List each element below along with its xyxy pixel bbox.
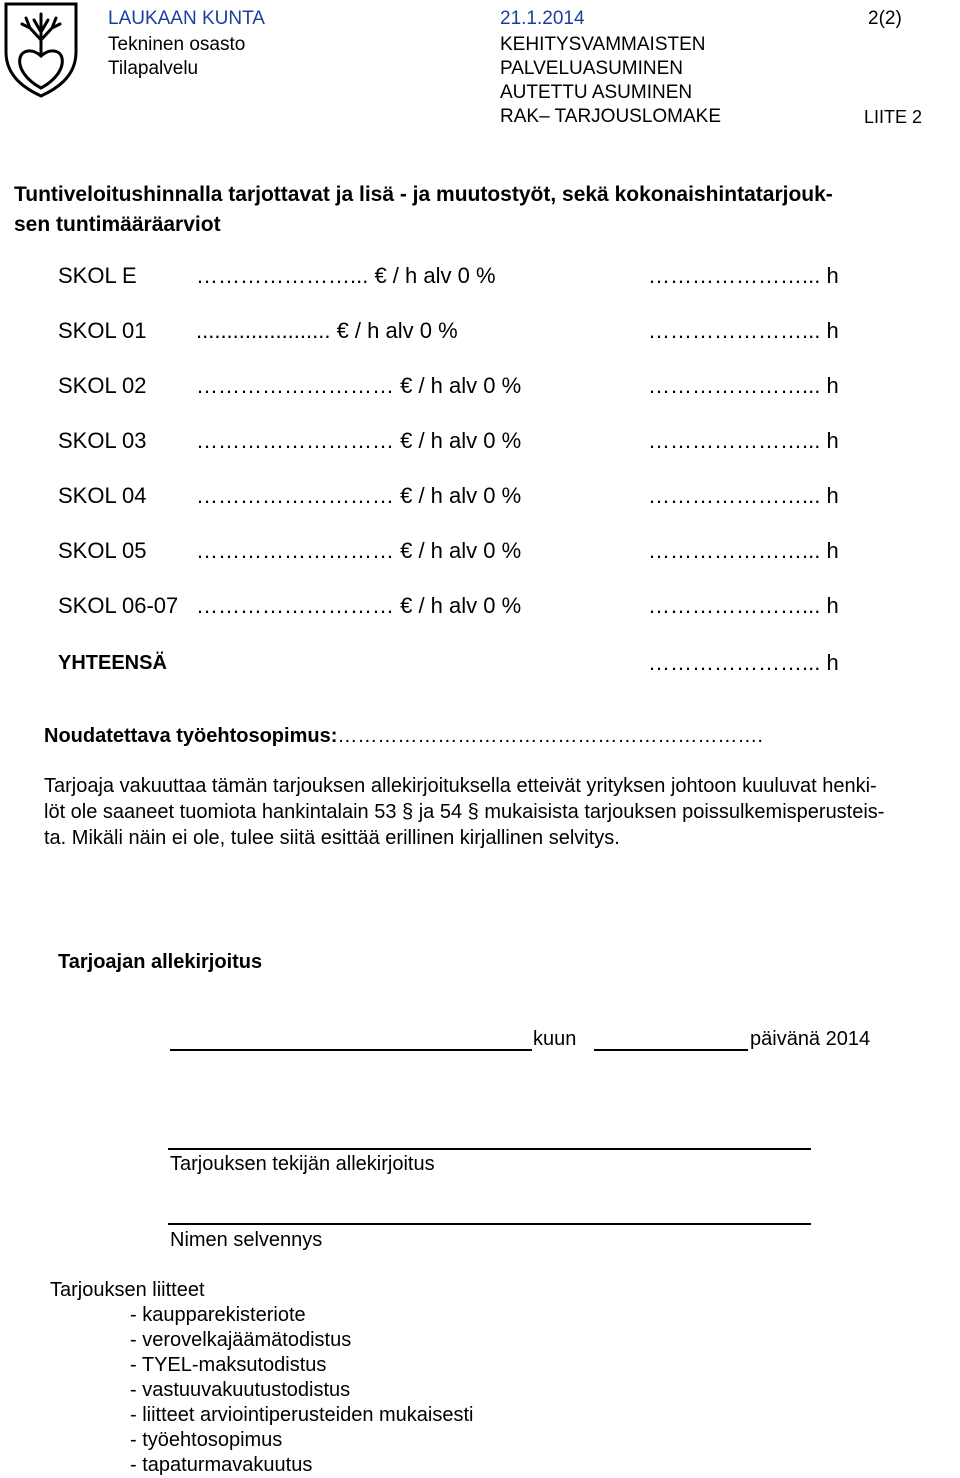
rate-row — [0, 483, 960, 513]
declaration-line-1: Tarjoaja vakuuttaa tämän tarjouksen allekirjoituksella etteivät yrityksen johtoon kuuluvat henki- — [44, 775, 877, 797]
org-name: LAUKAAN KUNTA — [108, 8, 265, 29]
project-line-2: PALVELUASUMINEN — [500, 58, 684, 79]
name-clarification-line[interactable] — [168, 1223, 811, 1225]
document-date: 21.1.2014 — [500, 8, 585, 29]
unit: Tilapalvelu — [108, 58, 199, 79]
attachment-label: LIITE 2 — [864, 107, 923, 127]
hourly-price-field[interactable]: ……………………… € / h alv 0 % — [196, 593, 522, 618]
project-line-1: KEHITYSVAMMAISTEN — [500, 34, 706, 55]
rate-label: SKOL 06-07 — [58, 593, 179, 618]
attachment-item: - liitteet arviointiperusteiden mukaisesti — [130, 1404, 474, 1426]
hours-estimate-field[interactable]: …………………... h — [648, 593, 839, 618]
declaration-line-2: löt ole saaneet tuomiota hankintalain 53 § ja 54 § mukaisista tarjouksen poissulkemisperusteis- — [44, 801, 885, 823]
total-label: YHTEENSÄ — [58, 652, 167, 674]
collective-agreement-field[interactable]: ………………………………………………………. — [337, 725, 763, 747]
rate-row — [0, 593, 960, 623]
department: Tekninen osasto — [108, 34, 246, 55]
attachment-item: - verovelkajäämätodistus — [130, 1329, 352, 1351]
attachment-item: - vastuuvakuutustodistus — [130, 1379, 351, 1401]
hours-estimate-field[interactable]: …………………... h — [648, 428, 839, 453]
month-label: kuun — [533, 1028, 577, 1050]
total-hours-field[interactable]: …………………... h — [648, 650, 839, 675]
page-number: 2(2) — [868, 8, 902, 29]
day-year-label: päivänä 2014 — [750, 1028, 871, 1050]
project-line-4: RAK– TARJOUSLOMAKE — [500, 106, 722, 127]
rate-label: SKOL 02 — [58, 373, 147, 398]
rate-row — [0, 318, 960, 348]
signature-line[interactable] — [168, 1148, 811, 1150]
rate-row — [0, 373, 960, 403]
attachments-section — [50, 1278, 474, 1478]
hours-estimate-field[interactable]: …………………... h — [648, 318, 839, 343]
rate-row — [0, 263, 960, 293]
rate-row — [0, 428, 960, 458]
hourly-price-field[interactable]: ...................... € / h alv 0 % — [196, 318, 458, 343]
signer-label: Tarjouksen tekijän allekirjoitus — [170, 1153, 435, 1175]
rate-label: SKOL 05 — [58, 538, 147, 563]
collective-agreement-row — [44, 725, 763, 748]
hourly-price-field[interactable]: ……………………… € / h alv 0 % — [196, 538, 522, 563]
attachments-heading: Tarjouksen liitteet — [50, 1279, 205, 1301]
section-title-line-1: Tuntiveloitushinnalla tarjottavat ja lisä - ja muutostyöt, sekä kokonaishintatarjouk- — [14, 183, 833, 206]
hourly-price-field[interactable]: …………………... € / h alv 0 % — [196, 263, 496, 288]
collective-agreement-label: Noudatettava työehtosopimus: — [44, 725, 338, 747]
signature-heading: Tarjoajan allekirjoitus — [58, 951, 263, 973]
declaration-line-3: ta. Mikäli näin ei ole, tulee siitä esittää erillinen kirjallinen selvitys. — [44, 827, 620, 849]
rate-label: SKOL 01 — [58, 318, 147, 343]
total-row — [0, 650, 960, 680]
hours-estimate-field[interactable]: …………………... h — [648, 483, 839, 508]
hours-estimate-field[interactable]: …………………... h — [648, 373, 839, 398]
hours-estimate-field[interactable]: …………………... h — [648, 263, 839, 288]
attachment-item: - kaupparekisteriote — [130, 1304, 306, 1326]
hourly-price-field[interactable]: ……………………… € / h alv 0 % — [196, 373, 522, 398]
hourly-price-field[interactable]: ……………………… € / h alv 0 % — [196, 483, 522, 508]
rate-label: SKOL 04 — [58, 483, 147, 508]
section-title-line-2: sen tuntimääräarviot — [14, 213, 221, 236]
date-day-line[interactable] — [170, 1049, 532, 1051]
rate-row — [0, 538, 960, 568]
hourly-price-field[interactable]: ……………………… € / h alv 0 % — [196, 428, 522, 453]
municipality-coat-of-arms-logo — [2, 0, 80, 98]
name-clarification-label: Nimen selvennys — [170, 1229, 323, 1251]
date-month-line[interactable] — [594, 1049, 748, 1051]
rate-label: SKOL 03 — [58, 428, 147, 453]
rate-label: SKOL E — [58, 263, 137, 288]
attachment-item: - työehtosopimus — [130, 1429, 283, 1451]
section-title — [14, 180, 934, 240]
attachments-list — [50, 1303, 474, 1478]
project-line-3: AUTETTU ASUMINEN — [500, 82, 693, 103]
hours-estimate-field[interactable]: …………………... h — [648, 538, 839, 563]
attachment-item: - TYEL-maksutodistus — [130, 1354, 327, 1376]
attachment-item: - tapaturmavakuutus — [130, 1454, 313, 1476]
declaration-paragraph — [44, 773, 924, 851]
